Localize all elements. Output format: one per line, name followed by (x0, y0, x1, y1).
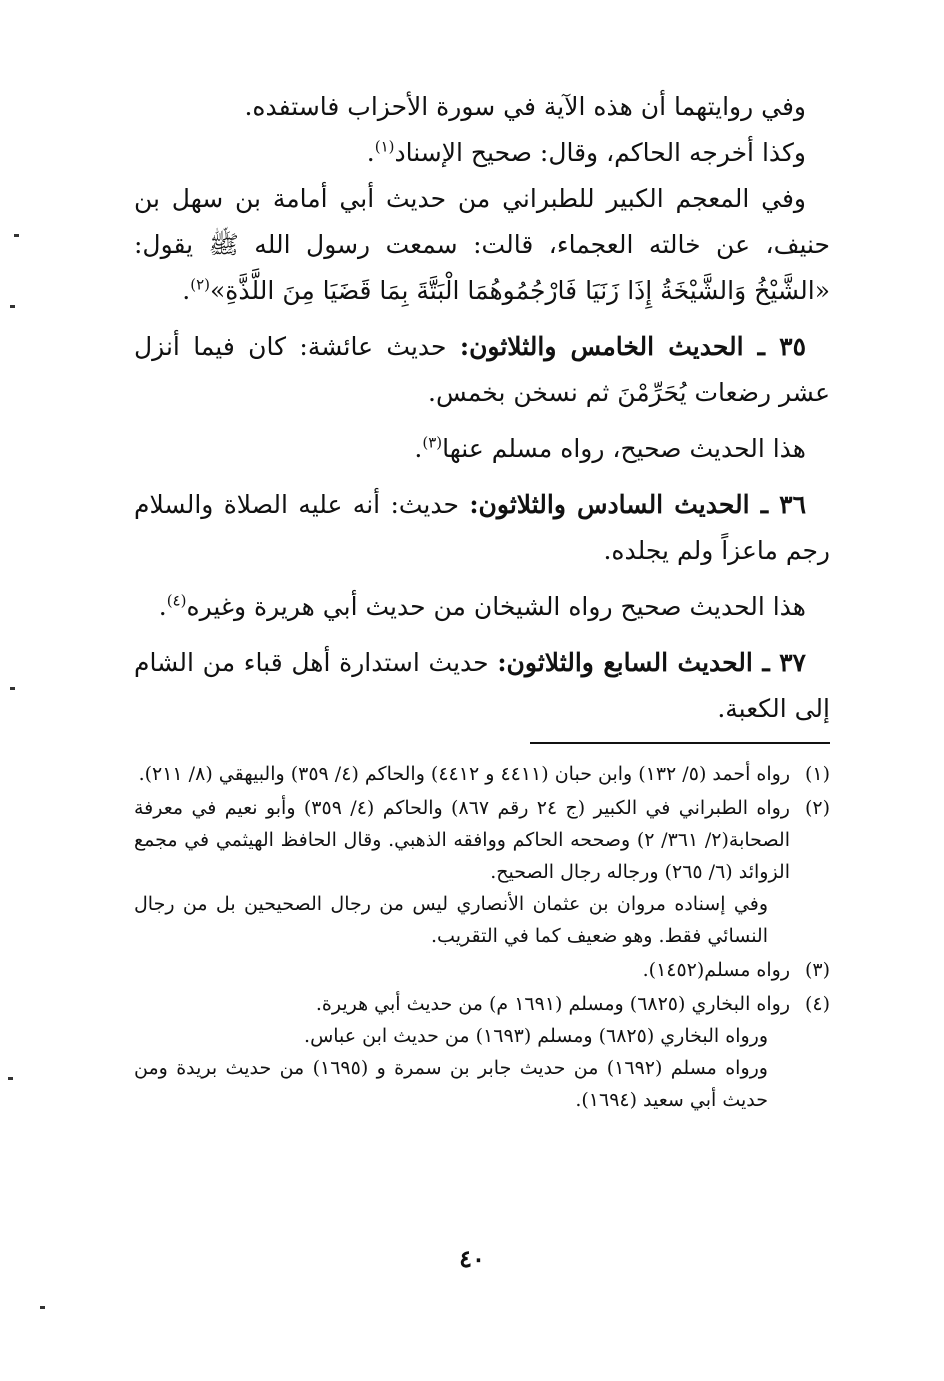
line-1-text: وفي روايتهما أن هذه الآية في سورة الأحزاب فاستفده. (244, 92, 806, 121)
footnotes (134, 758, 830, 1116)
hadith-36-body: حديث: أنه عليه الصلاة والسلام رجم ماعزاً ولم يجلده. (134, 490, 830, 565)
hadith-35 (134, 324, 830, 416)
scan-speck (8, 1077, 13, 1080)
hadith-37-heading: ٣٧ ـ الحديث السابع والثلاثون: (497, 648, 806, 677)
footnote-4-text: رواه البخاري (٦٨٢٥) ومسلم (١٦٩١ م) من حديث أبي هريرة. (315, 993, 790, 1015)
page-body (134, 84, 830, 1118)
scan-speck (10, 687, 15, 690)
hadith-35-note-end: . (414, 434, 423, 463)
footnote-2 (134, 792, 830, 952)
footnote-4-subtext-1: ورواه البخاري (٦٨٢٥) ومسلم (١٦٩٣) من حديث ابن عباس. (304, 1025, 768, 1047)
footnote-ref-2[interactable]: (٢) (190, 275, 211, 294)
main-line-2 (134, 130, 830, 176)
footnote-3-number: (٣) (804, 959, 830, 981)
line-2-end: . (366, 138, 375, 167)
footnote-1 (134, 758, 830, 790)
hadith-35-note-text: هذا الحديث صحيح، رواه مسلم عنها (442, 434, 806, 463)
scan-speck (14, 234, 19, 237)
footnote-2-number: (٢) (804, 797, 830, 819)
hadith-36-note-text: هذا الحديث صحيح رواه الشيخان من حديث أبي هريرة وغيره (186, 592, 806, 621)
scan-speck (10, 305, 15, 308)
footnote-2-text: رواه الطبراني في الكبير (ج ٢٤ رقم ٨٦٧) والحاكم (٤/ ٣٥٩) وأبو نعيم في معرفة الصحابة(٢/ ٣٦١/ ٢) وصححه الحاكم ووافقه الذهبي. وقال الحافظ الهيثمي في مجمع الزوائد (٦/ ٢٦٥) ورجاله رجال الصحيح. (134, 797, 790, 883)
tabarani-text: وفي المعجم الكبير للطبراني من حديث أبي أمامة بن سهل بن حنيف، عن خالته العجماء، قالت: سمعت رسول الله ﷺ يقول: «الشَّيْخُ وَالشَّيْخَةُ إِذَا زَنَيَا فَارْجُمُوهُمَا الْبَتَّةَ بِمَا قَضَيَا مِنَ اللَّذَّةِ» (134, 184, 830, 305)
footnote-2-subtext: وفي إسناده مروان بن عثمان الأنصاري ليس من رجال الصحيحين بل من رجال النسائي فقط. وهو ضعيف كما في التقريب. (134, 893, 768, 947)
footnote-2-body (134, 792, 790, 952)
footnote-1-text: رواه أحمد (٥/ ١٣٢) وابن حبان (٤٤١١ و ٤٤١٢) والحاكم (٤/ ٣٥٩) والبيهقي (٨/ ٢١١). (138, 763, 790, 785)
footnote-3-text: رواه مسلم(١٤٥٢). (642, 959, 790, 981)
hadith-36-text (134, 482, 830, 574)
hadith-36-note (134, 584, 830, 630)
hadith-36 (134, 482, 830, 574)
main-line-1 (134, 84, 830, 130)
hadith-37-text (134, 640, 830, 732)
line-2-text: وكذا أخرجه الحاكم، وقال: صحيح الإسناد (394, 138, 806, 167)
hadith-35-body: حديث عائشة: كان فيما أنزل عشر رضعات يُحَرِّمْنَ ثم نسخن بخمس. (134, 332, 830, 407)
paragraph-tabarani-text (134, 176, 830, 314)
footnote-4-number: (٤) (804, 993, 830, 1015)
footnote-ref-4[interactable]: (٤) (166, 591, 187, 610)
hadith-35-note (134, 426, 830, 472)
footnote-4 (134, 988, 830, 1116)
hadith-36-heading: ٣٦ ـ الحديث السادس والثلاثون: (469, 490, 806, 519)
paragraph-tabarani (134, 176, 830, 314)
footnote-3 (134, 954, 830, 986)
hadith-37-body: حديث استدارة أهل قباء من الشام إلى الكعبة. (134, 648, 830, 723)
hadith-37 (134, 640, 830, 732)
hadith-35-text (134, 324, 830, 416)
footnote-ref-1[interactable]: (١) (374, 137, 395, 156)
scan-speck (40, 1306, 45, 1309)
footnote-ref-3[interactable]: (٣) (422, 433, 443, 452)
page-number: ٤٠ (459, 1244, 485, 1273)
footnote-4-body (134, 988, 790, 1116)
footnote-separator (530, 742, 830, 744)
footnote-1-number: (١) (804, 763, 830, 785)
footnote-4-subtext-2: ورواه مسلم (١٦٩٢) من حديث جابر بن سمرة و (١٦٩٥) من حديث بريدة ومن حديث أبي سعيد (١٦٩٤). (134, 1057, 768, 1111)
hadith-35-heading: ٣٥ ـ الحديث الخامس والثلاثون: (459, 332, 806, 361)
tabarani-end: . (182, 276, 191, 305)
hadith-36-note-end: . (158, 592, 167, 621)
